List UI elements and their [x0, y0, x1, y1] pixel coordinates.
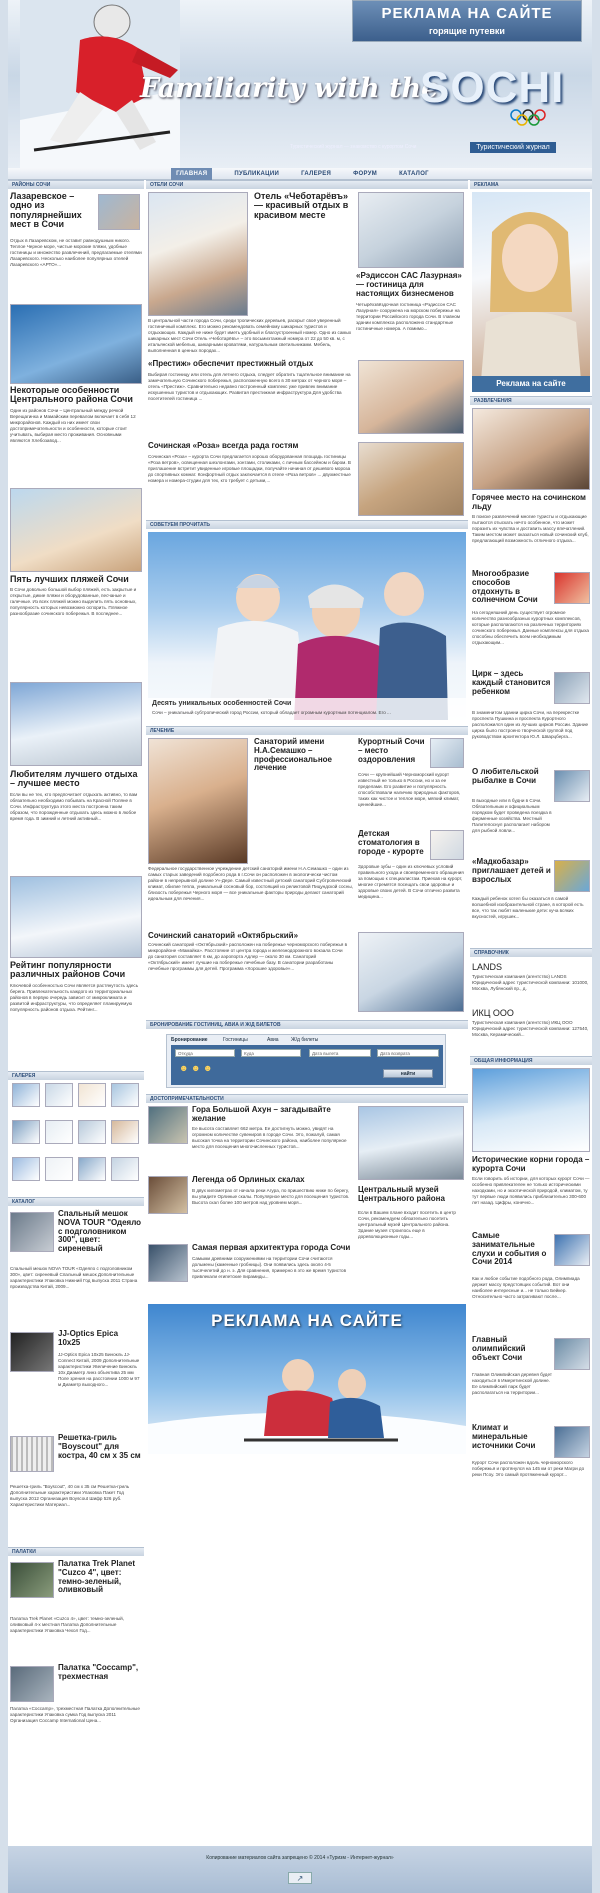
footer	[8, 1846, 592, 1893]
article-title[interactable]: Самые занимательные слухи и события о Сочи 2014	[472, 1231, 547, 1267]
sled-people-illustration	[148, 1340, 466, 1454]
article-thumbnail[interactable]	[554, 860, 590, 892]
center-column	[146, 180, 468, 1846]
article-title[interactable]: «Престиж» обеспечит престижный отдых	[148, 359, 314, 368]
return-date-input[interactable]: Дата возврата	[377, 1049, 439, 1057]
gallery-thumbnail[interactable]	[111, 1157, 139, 1181]
article-excerpt: Если вы не тех, кто предпочитает отдыхать активно, то вам обязательно необходимо побывать на Красной Поляне в Сочи. Инфраструктура этого места построена таким образом, что порожденные отдыхать здесь можно в любое время года. В зимний и летний активный...	[10, 791, 138, 821]
article-title[interactable]: «Мадкобазар» приглашает детей и взрослых	[472, 857, 551, 884]
catalog-item	[10, 1210, 142, 1330]
article-excerpt: Сочинский санаторий «Октябрьский» расположен на побережье черноморского побережья в микрорайоне «Мамайка». Расстояние от центра города и железнодорожного вокзала Сочи до санатория составляет 6 км, до аэропорта Адлер — около 30 км. Санаторий «Октябрьский» имеет лучшие на побережье лечебные базу. В санатории разработаны лечебные программы для детей. Программа «Хорошее здоровье»...	[148, 942, 348, 971]
article-excerpt: Федеральное государственное учреждение детский санаторий имени Н.А.Семашко – один из самых старых заведений подобного рода в г.Сочи он расположен в экологически чистом районе в непрерывной долине У»-Дере. Самый известный детский санаторий Субтропический климат, обилие тепла, уникальный сосновый бор, состоящий из реликтовой Пицундской сосны, близость побережья Черного моря — все уникальные факторы природы делают санаторий идеальным для лечения...	[148, 866, 353, 901]
counter-icon[interactable]: ↗	[288, 1872, 312, 1884]
catalog-title: КАТАЛОГ	[8, 1197, 144, 1206]
from-input[interactable]: Откуда	[175, 1049, 235, 1057]
woman-illustration	[472, 192, 590, 392]
header-ad-banner[interactable]	[352, 0, 582, 42]
main-nav	[8, 168, 592, 180]
article-thumbnail[interactable]	[148, 1244, 188, 1282]
article-thumbnail[interactable]	[554, 672, 590, 704]
article-image[interactable]	[472, 1068, 590, 1152]
gallery-thumbnail[interactable]	[45, 1083, 73, 1107]
article-image[interactable]	[358, 442, 464, 516]
article-title[interactable]: Главный олимпийский объект Сочи	[472, 1335, 526, 1362]
article-title[interactable]: Пять лучших пляжей Сочи	[10, 574, 129, 584]
product-excerpt: Спальный мешок NOVA TOUR «Одеяло с подголовником 300», цвет: сиреневый Спальный мешок Дополнительные характеристики Упаковка Нижний Год выпуска 2011 Страна производства Китай, 2009...	[10, 1266, 138, 1289]
article-title[interactable]: Санаторий имени Н.А.Семашко – профессиональное лечение	[254, 737, 332, 773]
sights-title: ДОСТОПРИМЕЧАТЕЛЬНОСТИ	[146, 1094, 468, 1103]
article-excerpt: Сочи — крупнейший Черноморский курорт известный не только в России, но и за ее пределами. Его развитие и популярность способствовали наличию природных факторов, таких как чистое и теплое море, мягкий климат, ценнейшие...	[358, 772, 461, 807]
header-tagline: Туристический журнал	[470, 142, 556, 153]
article-excerpt	[254, 230, 350, 316]
article-image[interactable]	[358, 932, 464, 1012]
article-title[interactable]: Рейтинг популярности различных районов Сочи	[10, 960, 126, 980]
header-subtitle: Туристический журнал — знакомство с курортом Сочи	[290, 144, 417, 150]
gallery-thumbnail[interactable]	[45, 1157, 73, 1181]
right-ad-banner[interactable]	[472, 192, 590, 392]
section-title: ОТЕЛИ СОЧИ	[146, 180, 468, 189]
article-image[interactable]	[358, 192, 464, 268]
featured-image[interactable]	[148, 532, 466, 720]
ad-section-title: РЕКЛАМА	[470, 180, 592, 189]
catalog-item	[10, 1330, 142, 1430]
booking-widget	[166, 1034, 446, 1088]
search-button[interactable]: найти	[383, 1069, 433, 1078]
product-title[interactable]: Решетка-гриль "Boyscout" для костра, 40 см х 35 см	[58, 1433, 141, 1460]
article-title[interactable]: Сочинская «Роза» всегда рада гостям	[148, 441, 299, 450]
article-title[interactable]: Гора Большой Ахун – загадывайте желание	[192, 1105, 331, 1123]
gallery-thumbnail[interactable]	[78, 1157, 106, 1181]
page	[8, 0, 592, 1893]
article-excerpt: В поиске развлечений многие туристы и отдыхающие пытаются отыскать нечто особенное, что может поразить их чувства и доставить массу впечатлений. Таким местом может оказаться новый сочинский клуб, предлагающий возможность отличного отдыха...	[472, 514, 589, 543]
product-excerpt: Палатка Trek Planet «Cuzco 4», цвет: темно-зеленый, оливковый 4-х местная Палатка Дополнительные характеристики Упаковка Чехол Год...	[10, 1616, 124, 1633]
article-excerpt: Один из районов Сочи – Центральный между речкой Верещагинка и Мамайским перевалом включает в себя 12 микрорайонов. Каждый из них имеет свои достопримечательности и особенности, которые стоит учитывать, выбирая место проживания. Основными являются Хлебозавод...	[10, 407, 136, 443]
header-ad-subtitle: горящие путевки	[429, 26, 505, 36]
article-excerpt: Отдых в Лазаревском, не оставит равнодушным никого. Теплое Черное море, чистые морские пляжи, удобные гостиницы и множество развлечений, предлагаемые отелями Лазаревского. Несколько наиболее популярных отелей Лазаревского «АРТО»...	[10, 238, 142, 267]
article-title[interactable]: Лазаревское – одно из популярнейших мест в Сочи	[10, 191, 82, 230]
article-thumbnail[interactable]	[554, 1426, 590, 1458]
article-image[interactable]	[472, 408, 590, 490]
article-excerpt: Здоровые зубы – один из ключевых условий правильного ухода и своевременного обращения за помощью к специалистам. Приехав на курорт, многие стремятся посещать свои здоровье и здоровые своих детей. В Сочи отлично развита медицина...	[358, 864, 464, 899]
reference-text-1: Туристическая компания (агентство) LANDS Юридический адрес туристической компании: 101000, Москва, Лубянский пр., д.	[472, 974, 589, 991]
article-excerpt: Как и любое событие подобного рода, Олимпиада держит массу предстоящих событий. Вот они наиболее интересные и... не только Бейкер. Относительно часто затрагивают после...	[472, 1276, 580, 1299]
section-title: РАЙОНЫ СОЧИ	[8, 180, 144, 189]
article-excerpt: Если в Вашем плане входит посетить в центр Сочи, рекомендуем обязательно посетить центральный музей Центрального района. Здание музея строилось еще в дореволюционные годы...	[358, 1210, 456, 1239]
article-title[interactable]: Центральный музей Центрального района	[358, 1185, 445, 1203]
article-title[interactable]: Детская стоматология в городе - курорте	[358, 829, 424, 856]
article-excerpt: Главная Олимпийская деревня будет находиться в Имеретинской долине. Ее олимпийский парк будет располагаться на территории...	[472, 1372, 552, 1395]
olympic-rings-icon	[508, 108, 548, 128]
article-excerpt: В двух километрах от начала реки Агура, по пришествию ниже по берегу, вы увидите Орлиные скалы. Популярное место для посещения туристов. Высота скал более 100 метров над уровнем моря...	[192, 1188, 350, 1205]
product-excerpt: JJ-Optics Epica 10х25 Бинокль JJ-Connect Китай, 2009 Дополнительные характеристики Увеличение Бинокль 10х Диаметр линз объектива 25 мм Поле зрения на расстоянии 1000 м 97 м Диаметр выходного...	[58, 1352, 140, 1387]
reference-title-2[interactable]: ИКЦ ООО	[472, 1008, 514, 1018]
article-thumbnail[interactable]	[554, 1234, 590, 1266]
article-title[interactable]: Исторические корни города – курорта Сочи	[472, 1155, 590, 1173]
gallery-thumbnail[interactable]	[111, 1083, 139, 1107]
to-input[interactable]: Куда	[241, 1049, 301, 1057]
article-image[interactable]	[148, 192, 248, 316]
article-title[interactable]: «Рэдиссон САС Лазурная» — гостиница для настоящих бизнесменов	[356, 271, 462, 298]
caption-box	[148, 698, 466, 720]
entertainment-title: РАЗВЛЕЧЕНИЯ	[470, 396, 592, 405]
article-thumbnail[interactable]	[554, 1338, 590, 1370]
article-excerpt: В центральной части города Сочи, среди тропических деревьев, раскрыт своё уверенный гостиничный комплекс. Его можно рекомендовать семейному шикарных туристов и отдыхающих. Каждый не ниже будет иметь удобный и благоустроенный номер. Одно из самых шикарных мест Сочи Отель «Чеботарёвъ» – это восьмиэтажный номера от 22 до 50 кв. м, с итальянской мебелью, шикарными кроватями, натуральным светильниками. Мебель, выполненная в ценных породах...	[148, 318, 352, 353]
article-title[interactable]: Многообразие способов отдохнуть в солнечном Сочи	[472, 569, 538, 605]
product-image[interactable]	[10, 1212, 54, 1252]
article-title[interactable]: О любительской рыбалке в Сочи	[472, 767, 539, 785]
header-ad-title: РЕКЛАМА НА САЙТЕ	[381, 5, 553, 22]
list-item	[10, 192, 142, 300]
gallery-thumbnail[interactable]	[45, 1120, 73, 1144]
article-excerpt: В знаменитом здании цирка Сочи, на перекрестке проспекта Пушкина и проспекта Курортного расположился один из лучших цирков России. Здание цирка было построено творческой группой под руководством архитектора Ю.Л. Шварцберга...	[472, 710, 589, 739]
product-image[interactable]	[10, 1332, 54, 1372]
article-thumbnail[interactable]	[148, 1106, 188, 1144]
booking-form	[171, 1045, 443, 1085]
gallery-thumbnail[interactable]	[78, 1120, 106, 1144]
header-banner	[8, 0, 592, 168]
article-excerpt: На сегодняшний день существует огромное количество разнообразных курортных комплексов, которые располагаются на различных территориях сочинского побережья. Данные комплексы для отдыха способны обеспечить всем необходимым отдыхающим...	[472, 610, 589, 645]
bottom-ad-banner[interactable]	[148, 1304, 466, 1454]
article-title[interactable]: Цирк – здесь каждый становится ребенком	[472, 669, 551, 696]
article-title[interactable]: Отель «Чеботарёвъ» — красивый отдых в красивом месте	[254, 191, 349, 220]
gallery-title: ГАЛЕРЕЯ	[8, 1071, 144, 1080]
article-image[interactable]	[358, 1106, 464, 1180]
list-item	[10, 961, 142, 1067]
nav-forum[interactable]: ФОРУМ	[353, 171, 378, 177]
advice-title: СОВЕТУЕМ ПРОЧИТАТЬ	[146, 520, 468, 529]
site-title: Familiarity with the	[140, 73, 439, 104]
nav-publications[interactable]: ПУБЛИКАЦИИ	[234, 171, 280, 177]
caption-title[interactable]: Десять уникальных особенностей Сочи	[152, 700, 292, 707]
catalog-item	[10, 1560, 142, 1660]
gallery-grid	[12, 1083, 140, 1195]
list-item	[10, 386, 142, 486]
article-title[interactable]: Любителям лучшего отдыха – лучшее место	[10, 769, 138, 789]
article-thumbnail[interactable]	[148, 1176, 188, 1214]
catalog-item	[10, 1664, 142, 1764]
info-title: ОБЩАЯ ИНФОРМАЦИЯ	[470, 1056, 592, 1065]
product-image[interactable]	[10, 1562, 54, 1598]
article-excerpt: Каждый ребенок хотел бы оказаться в самой волшебной изобразительной стране, в которой есть все, что так любят маленькие дети: куча всяких вкусностей, игрушек...	[472, 896, 584, 919]
article-title[interactable]: Горячее место на сочинском льду	[472, 493, 586, 511]
booking-tab[interactable]: Бронирование	[171, 1037, 208, 1043]
product-title[interactable]: Палатка Trek Planet "Cuzco 4", цвет: темно-зеленый, оливковый	[58, 1559, 136, 1595]
gallery-thumbnail[interactable]	[12, 1157, 40, 1181]
article-excerpt: Курорт Сочи расположен вдоль черноморского побережья и протянулся на 145 км от реки Магри до реки Псоу. Это самый протяженный курорт...	[472, 1460, 585, 1477]
article-excerpt: Сочинская «Роза» – курорта Сочи предлагается хорошо оборудованная площадь гостиницы «Роза ветров», освещенная шезлонгами, зонтами, столиками, с личным бассейном и баром. В приглашение встретит увиденные игровые площадки, получайте начиная от дешевого мороза до спортивных комнат. Конфортный отдых заключается в отеле «Роза ветров» ... двухместные номера и номера-студии для тех, кто требует с детьми,...	[148, 454, 351, 483]
article-thumbnail[interactable]	[430, 830, 464, 860]
booking-tab[interactable]: Авиа	[267, 1037, 279, 1043]
booking-tab[interactable]: Гостиницы	[223, 1037, 248, 1043]
product-title[interactable]: JJ-Optics Epica 10х25	[58, 1329, 119, 1347]
health-title: ЛЕЧЕНИЕ	[146, 726, 468, 735]
article-excerpt	[254, 778, 354, 864]
reference-title: СПРАВОЧНИК	[470, 948, 592, 957]
passenger-icons[interactable]: ☻ ☻ ☻	[179, 1063, 213, 1073]
gallery-thumbnail[interactable]	[111, 1120, 139, 1144]
caption-text: Сочи – уникальный субтропический город России, который обладает огромным курортным потенциалом. Его ...	[152, 710, 391, 715]
booking-tab[interactable]: Ж/д билеты	[291, 1037, 319, 1043]
article-image[interactable]	[358, 360, 464, 434]
article-title[interactable]: Климат и минеральные источники Сочи	[472, 1423, 536, 1450]
site-title-big: SOCHI	[420, 63, 565, 112]
list-item	[10, 770, 142, 874]
nav-home[interactable]: ГЛАВНАЯ	[171, 168, 212, 180]
article-excerpt: Выбирая гостиницу или отель для летнего отдыха, следует обратить тщательное внимание на замечательную Сочинского побережья, расположенную всего в 30 метрах от черного моря – отель «Престиж». Сравнительно недавно построенный комплекс уже привлек внимание искушенных туристов и отдыхающих. Развитая престижная инфраструктура Для удобства посетителей гостиница ...	[148, 372, 351, 401]
article-title[interactable]: Некоторые особенности Центрального района Сочи	[10, 385, 133, 405]
article-title[interactable]: Курортный Сочи – место оздоровления	[358, 737, 425, 764]
article-thumbnail[interactable]	[554, 572, 590, 604]
article-title[interactable]: Самая первая архитектура города Сочи	[192, 1243, 351, 1252]
product-image[interactable]	[10, 1436, 54, 1472]
article-title[interactable]: Легенда об Орлиных скалах	[192, 1175, 305, 1184]
gallery-thumbnail[interactable]	[12, 1083, 40, 1107]
article-image[interactable]	[10, 682, 142, 766]
reference-text-2: Туристическая компания (агентство) ИКЦ ООО Юридический адрес туристической компании: 127540, Москва, Керамический...	[472, 1020, 589, 1037]
nav-catalog[interactable]: КАТАЛОГ	[399, 171, 429, 177]
article-excerpt: Самыми древними сооружениями на территории Сочи считаются дольмены (каменные гробницы). Они появились здесь около 4-5 тысячелетий до н. э. Для сравнения, примерно в это же время туристов привлекали египетские пирамиды...	[192, 1256, 347, 1279]
article-excerpt: Если говорить об истории, для которых курорт Сочи — особенно привлекателен не только историческими находками, но и экзотической природой, климатом, ту тут первые люди появились приблизительно 300-600 лет назад. Цифры, конечно...	[472, 1176, 590, 1205]
bottom-ad-title: РЕКЛАМА НА САЙТЕ	[211, 1311, 403, 1330]
tents-title: ПАЛАТКИ	[8, 1547, 144, 1556]
catalog-item	[10, 1434, 142, 1544]
right-ad-label: Реклама на сайте	[472, 376, 590, 392]
booking-title: БРОНИРОВАНИЕ ГОСТИНИЦ, АВИА И Ж/Д БИЛЕТОВ	[146, 1020, 468, 1029]
article-thumbnail[interactable]	[98, 194, 140, 230]
product-title[interactable]: Палатка "Coccamp", трехместная	[58, 1663, 139, 1681]
reference-title-1[interactable]: LANDS	[472, 962, 503, 972]
article-thumbnail[interactable]	[554, 770, 590, 802]
nav-gallery[interactable]: ГАЛЕРЕЯ	[301, 171, 332, 177]
list-item	[10, 575, 142, 675]
article-excerpt: Четырёхзвёздочная гостиница «Рэдиссон САС Лазурная» сооружена на морском побережье на территории Российского города Сочи. В главном здании комплекса расположено стандартные гостиничные номера. А помимо...	[356, 302, 461, 331]
date-input[interactable]: Дата вылета	[309, 1049, 371, 1057]
copyright-text: Копирование материалов сайта запрещено © 2014 «Туризм - Интернет-журнал»	[206, 1855, 394, 1861]
left-column	[8, 180, 144, 1846]
article-image[interactable]	[148, 738, 248, 864]
right-column	[470, 180, 592, 1846]
product-image[interactable]	[10, 1666, 54, 1702]
article-excerpt: Ключевой особенностью Сочи является растянутость здесь берега. Привлекательность каждого из территориальных районов в первую очередь зависит от микроклимата и развитой инфраструктуры, что определяет планируемую популярность районов отдыха. Рейтинг...	[10, 982, 139, 1012]
product-excerpt: Решетка-гриль "Boyscout", 40 см х 35 см Решетка-гриль Дополнительные характеристики Упаковка Пакет Год выпуска 2012 Организация Boyscout Шифр 526 руб. Характеристики Материал...	[10, 1484, 130, 1507]
article-thumbnail[interactable]	[430, 738, 464, 768]
gallery-thumbnail[interactable]	[12, 1120, 40, 1144]
article-excerpt: В выходные или в будни в Сочи. Обязательным и официальным порядком будет проведена поездка в ферменные хозяйства. Местный Палитепоснул располагает набором для рыбной ловли...	[472, 798, 552, 833]
gallery-thumbnail[interactable]	[78, 1083, 106, 1107]
article-image[interactable]	[10, 876, 142, 958]
product-title[interactable]: Спальный мешок NOVA TOUR "Одеяло с подголовником 300", цвет: сиреневый	[58, 1209, 142, 1254]
article-title[interactable]: Сочинский санаторий «Октябрьский»	[148, 931, 299, 940]
article-excerpt: В Сочи довольно большой выбор пляжей, есть закрытые и открытые, дикие пляжи и оборудованные, песчаные и галечные. Из всех пляжей можно выделить пять основных, популярность которых невозможно оспорить. Пляжное разнообразие сочинского побережья. В последнее...	[10, 587, 137, 617]
article-image[interactable]	[10, 488, 142, 572]
article-image[interactable]	[10, 304, 142, 384]
product-excerpt: Палатка «Coccamp», трехместная Палатка Дополнительные характеристики Упаковка сумка Год выпуска 2011 Организация Coccamp International Цена...	[10, 1706, 140, 1723]
article-excerpt: Ее высота составляет 662 метра. Ее достигнуть можно, увидят на огромном количестве сувениров в городе Сочи. Это, пожалуй, самая высокая точка на территории Сочинского района, наиболее популярное место для посещения многочисленных туристов...	[192, 1126, 347, 1149]
snow-people-illustration	[148, 532, 466, 720]
